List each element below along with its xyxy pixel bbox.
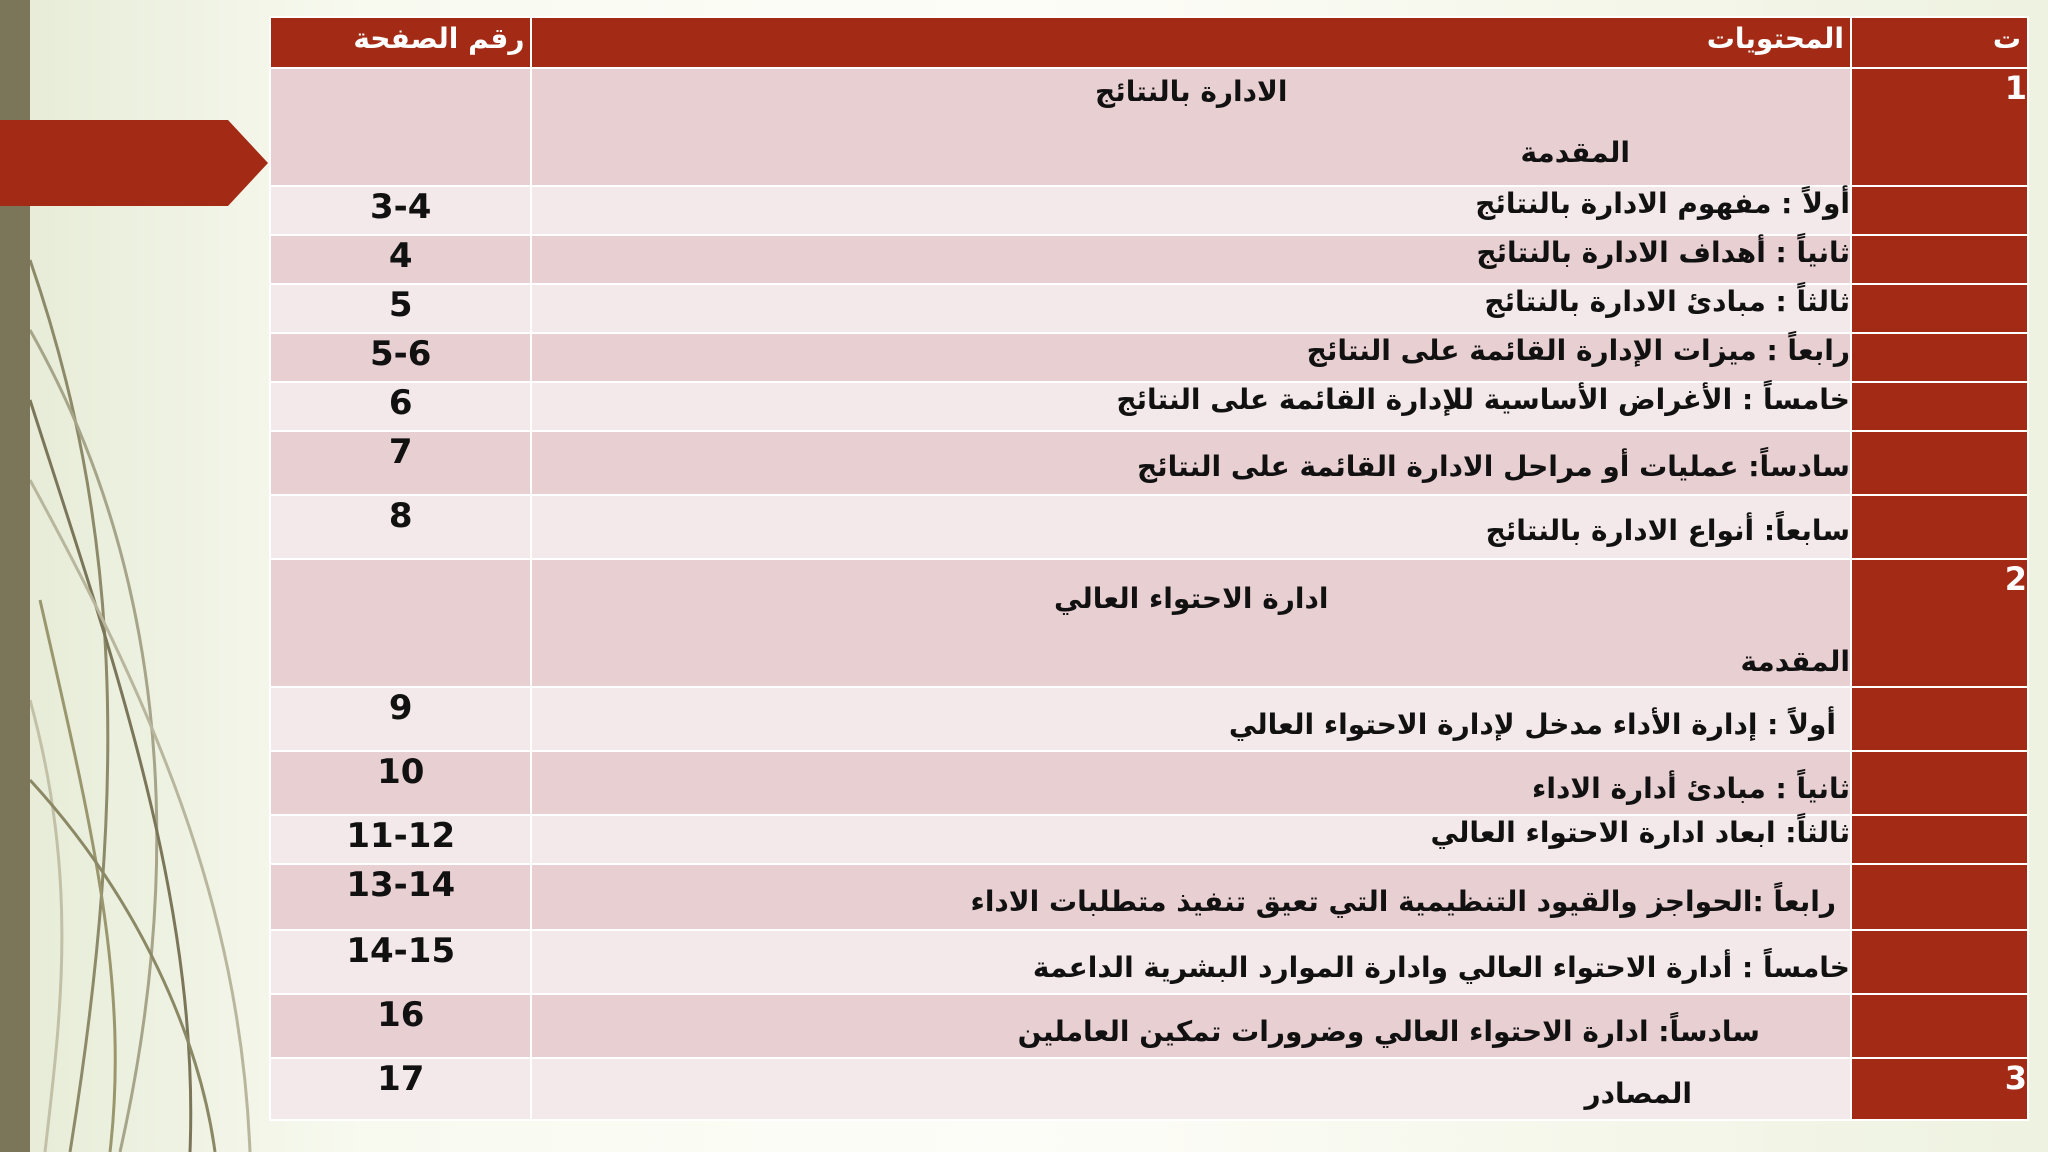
table-row: [270, 382, 2028, 431]
number-cell: [1851, 687, 2028, 751]
page-cell: 14-15: [270, 930, 531, 994]
page-cell: 16: [270, 994, 531, 1058]
section-2-title-row: [270, 559, 2028, 687]
header-number: ت: [1851, 17, 2028, 68]
table-row: [270, 186, 2028, 235]
section-title: الادارة بالنتائج: [1095, 75, 1288, 108]
page-cell: 3-4: [270, 186, 531, 235]
number-cell: [1851, 186, 2028, 235]
number-cell: [1851, 864, 2028, 930]
page-cell: 4: [270, 235, 531, 284]
table-row: [270, 751, 2028, 815]
page-cell: 5-6: [270, 333, 531, 382]
number-cell: [1851, 815, 2028, 864]
contents-cell: أولاً : مفهوم الادارة بالنتائج: [531, 186, 1851, 235]
page-cell: 11-12: [270, 815, 531, 864]
table-row: [270, 930, 2028, 994]
page-cell: [270, 559, 531, 687]
table-row: [270, 687, 2028, 751]
section-title: ادارة الاحتواء العالي: [1053, 582, 1329, 615]
page-cell: 9: [270, 687, 531, 751]
number-cell: [1851, 284, 2028, 333]
table-row: [270, 431, 2028, 495]
contents-cell: سادساً: عمليات أو مراحل الادارة القائمة على النتائج: [531, 431, 1851, 495]
number-cell: [1851, 994, 2028, 1058]
number-cell: [1851, 235, 2028, 284]
page-cell: 5: [270, 284, 531, 333]
table-row: [270, 235, 2028, 284]
header-contents: المحتويات: [531, 17, 1851, 68]
page-cell: 7: [270, 431, 531, 495]
contents-table: [269, 16, 2029, 1121]
page-cell: [270, 68, 531, 186]
number-cell: [1851, 751, 2028, 815]
contents-cell: ثانياً : مبادئ أدارة الاداء: [531, 751, 1851, 815]
table-header-row: [270, 17, 2028, 68]
table-row: [270, 864, 2028, 930]
header-page-number: رقم الصفحة: [270, 17, 531, 68]
page-cell: 8: [270, 495, 531, 559]
table-row: [270, 495, 2028, 559]
page-cell: 6: [270, 382, 531, 431]
contents-cell: رابعاً : ميزات الإدارة القائمة على النتائج: [531, 333, 1851, 382]
page-cell: 13-14: [270, 864, 531, 930]
contents-cell: [531, 559, 1851, 687]
arrow-shape: [0, 120, 270, 206]
table-row: [270, 284, 2028, 333]
contents-cell: رابعاً :الحواجز والقيود التنظيمية التي تعيق تنفيذ متطلبات الاداء: [531, 864, 1851, 930]
contents-cell: [531, 68, 1851, 186]
section-number: 1: [1851, 68, 2028, 186]
number-cell: [1851, 431, 2028, 495]
number-cell: [1851, 495, 2028, 559]
section-number: 3: [1851, 1058, 2028, 1120]
section-3-row: [270, 1058, 2028, 1120]
contents-cell: ثالثاً: ابعاد ادارة الاحتواء العالي: [531, 815, 1851, 864]
contents-cell: خامساً : أدارة الاحتواء العالي وادارة الموارد البشرية الداعمة: [531, 930, 1851, 994]
section-intro: المقدمة: [1520, 136, 1630, 169]
contents-cell: سادساً: ادارة الاحتواء العالي وضرورات تمكين العاملين: [531, 994, 1851, 1058]
number-cell: [1851, 382, 2028, 431]
table-row: [270, 333, 2028, 382]
section-title: المصادر: [1584, 1077, 1692, 1110]
contents-cell: [531, 1058, 1851, 1120]
contents-cell: ثالثاً : مبادئ الادارة بالنتائج: [531, 284, 1851, 333]
table-row: [270, 994, 2028, 1058]
table-row: [270, 815, 2028, 864]
page-cell: 17: [270, 1058, 531, 1120]
page-cell: 10: [270, 751, 531, 815]
number-cell: [1851, 333, 2028, 382]
section-number: 2: [1851, 559, 2028, 687]
section-1-title-row: [270, 68, 2028, 186]
contents-cell: سابعاً: أنواع الادارة بالنتائج: [531, 495, 1851, 559]
contents-cell: أولاً : إدارة الأداء مدخل لإدارة الاحتواء العالي: [531, 687, 1851, 751]
contents-cell: ثانياً : أهداف الادارة بالنتائج: [531, 235, 1851, 284]
number-cell: [1851, 930, 2028, 994]
section-intro: المقدمة: [1740, 645, 1850, 678]
contents-cell: خامساً : الأغراض الأساسية للإدارة القائمة على النتائج: [531, 382, 1851, 431]
